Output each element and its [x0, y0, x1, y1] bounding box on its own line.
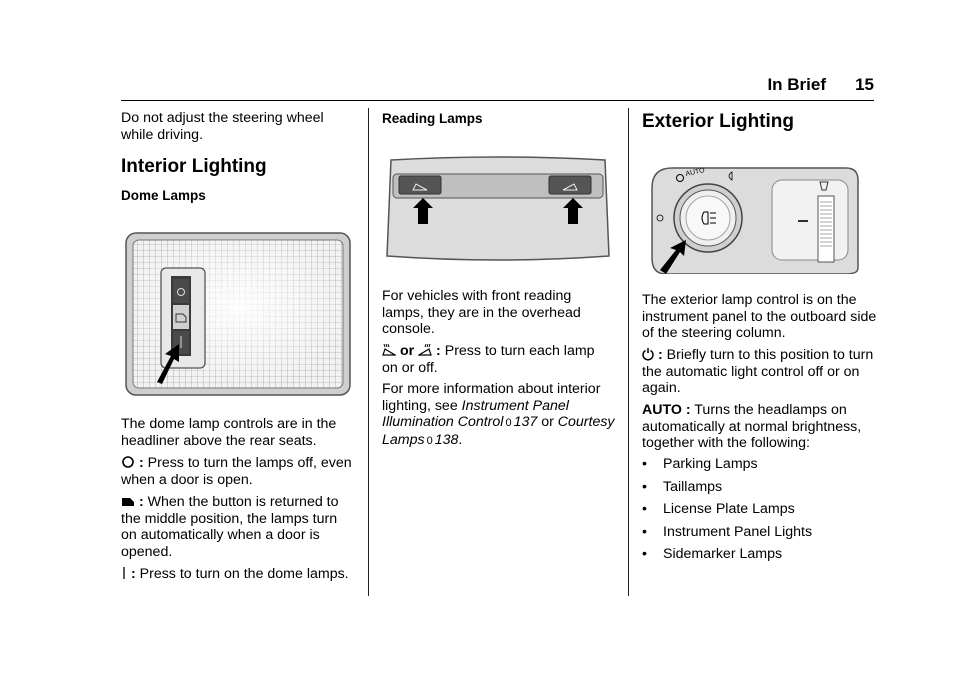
- bullet-text: Taillamps: [663, 478, 723, 495]
- more-info-text: For more information about interior lighting, see: [382, 381, 601, 414]
- more-info: [382, 381, 618, 449]
- colon: :: [130, 566, 136, 582]
- reading-item: [382, 343, 614, 376]
- reading-lamps-heading: Reading Lamps: [382, 111, 483, 126]
- dome-desc: The dome lamp controls are in the headliner above the rear seats.: [121, 416, 337, 449]
- colon: :: [138, 455, 144, 471]
- exterior-lighting-heading: Exterior Lighting: [642, 111, 794, 132]
- colon: :: [138, 494, 144, 510]
- period: .: [458, 431, 463, 448]
- bullet-dot: •: [642, 478, 647, 495]
- knob-auto-label: AUTO: [684, 167, 706, 178]
- bullet-dot: •: [642, 546, 647, 562]
- exterior-desc: The exterior lamp control is on the instrument panel to the outboard side of the steering column.: [642, 292, 877, 341]
- dome-lamp-figure: [125, 232, 351, 396]
- section-title: In Brief: [767, 75, 826, 94]
- exterior-off-text: Briefly turn to this position to turn the automatic light control off or on again.: [642, 347, 874, 396]
- reading-lamp-right-icon: [418, 343, 432, 357]
- page-ref-138[interactable]: 138: [434, 431, 459, 448]
- reading-desc: For vehicles with front reading lamps, they are in the overhead console.: [382, 288, 581, 337]
- colon: :: [657, 347, 663, 363]
- bullet-dot: •: [642, 456, 647, 472]
- exterior-item-off: [642, 347, 878, 397]
- dome-on-text: Press to turn on the dome lamps.: [139, 566, 349, 582]
- page-ref-137[interactable]: 137: [513, 414, 538, 430]
- dome-door-text: When the button is returned to the middle position, the lamps turn on automatically when a door is opened.: [121, 494, 339, 560]
- link-courtesy-lamps[interactable]: Courtesy Lamps: [382, 414, 615, 448]
- auto-item: [642, 402, 878, 452]
- page-ref-symbol: 0: [505, 417, 512, 429]
- page-header: [121, 74, 874, 101]
- list-item: [642, 456, 878, 473]
- bullet-dot: •: [642, 523, 647, 540]
- intro-text: Do not adjust the steering wheel while driving.: [121, 110, 324, 143]
- power-off-icon: [642, 347, 654, 361]
- dome-item-on: [121, 566, 361, 583]
- auto-desc: Turns the headlamps on automatically at normal brightness, together with the following:: [642, 402, 862, 451]
- bullet-text: License Plate Lamps: [663, 501, 795, 517]
- column-divider-2: [628, 108, 629, 596]
- door-icon: [121, 494, 135, 508]
- reading-lamp-left-icon: [382, 343, 396, 357]
- bullet-text: Parking Lamps: [663, 456, 758, 472]
- dome-item-off: [121, 455, 353, 488]
- feature-list: [642, 456, 878, 563]
- or-text: or: [537, 414, 558, 430]
- exterior-lamp-figure: [646, 158, 862, 274]
- bullet-dot: •: [642, 501, 647, 517]
- dome-on-icon: [121, 566, 127, 580]
- page-ref-symbol-2: 0: [426, 434, 433, 447]
- dome-item-door: [121, 494, 353, 560]
- list-item: [642, 479, 878, 496]
- colon: :: [436, 343, 441, 359]
- list-item: [642, 501, 878, 518]
- link-instrument-panel-illumination[interactable]: Instrument Panel Illumination Control: [382, 397, 569, 430]
- list-item: [642, 524, 878, 541]
- dome-off-text: Press to turn the lamps off, even when a door is open.: [121, 455, 352, 488]
- interior-lighting-heading: Interior Lighting: [121, 156, 267, 177]
- page-number: 15: [855, 75, 874, 94]
- dome-off-icon: [121, 455, 135, 469]
- list-item: [642, 546, 878, 563]
- or-word: or: [399, 343, 415, 359]
- reading-lamp-figure: [385, 156, 611, 268]
- bullet-text: Instrument Panel Lights: [663, 523, 813, 540]
- auto-label: AUTO :: [642, 402, 691, 418]
- dome-lamps-heading: Dome Lamps: [121, 188, 206, 203]
- reading-item-text: Press to turn each lamp on or off.: [382, 343, 595, 376]
- column-divider-1: [368, 108, 369, 596]
- bullet-text: Sidemarker Lamps: [663, 546, 783, 562]
